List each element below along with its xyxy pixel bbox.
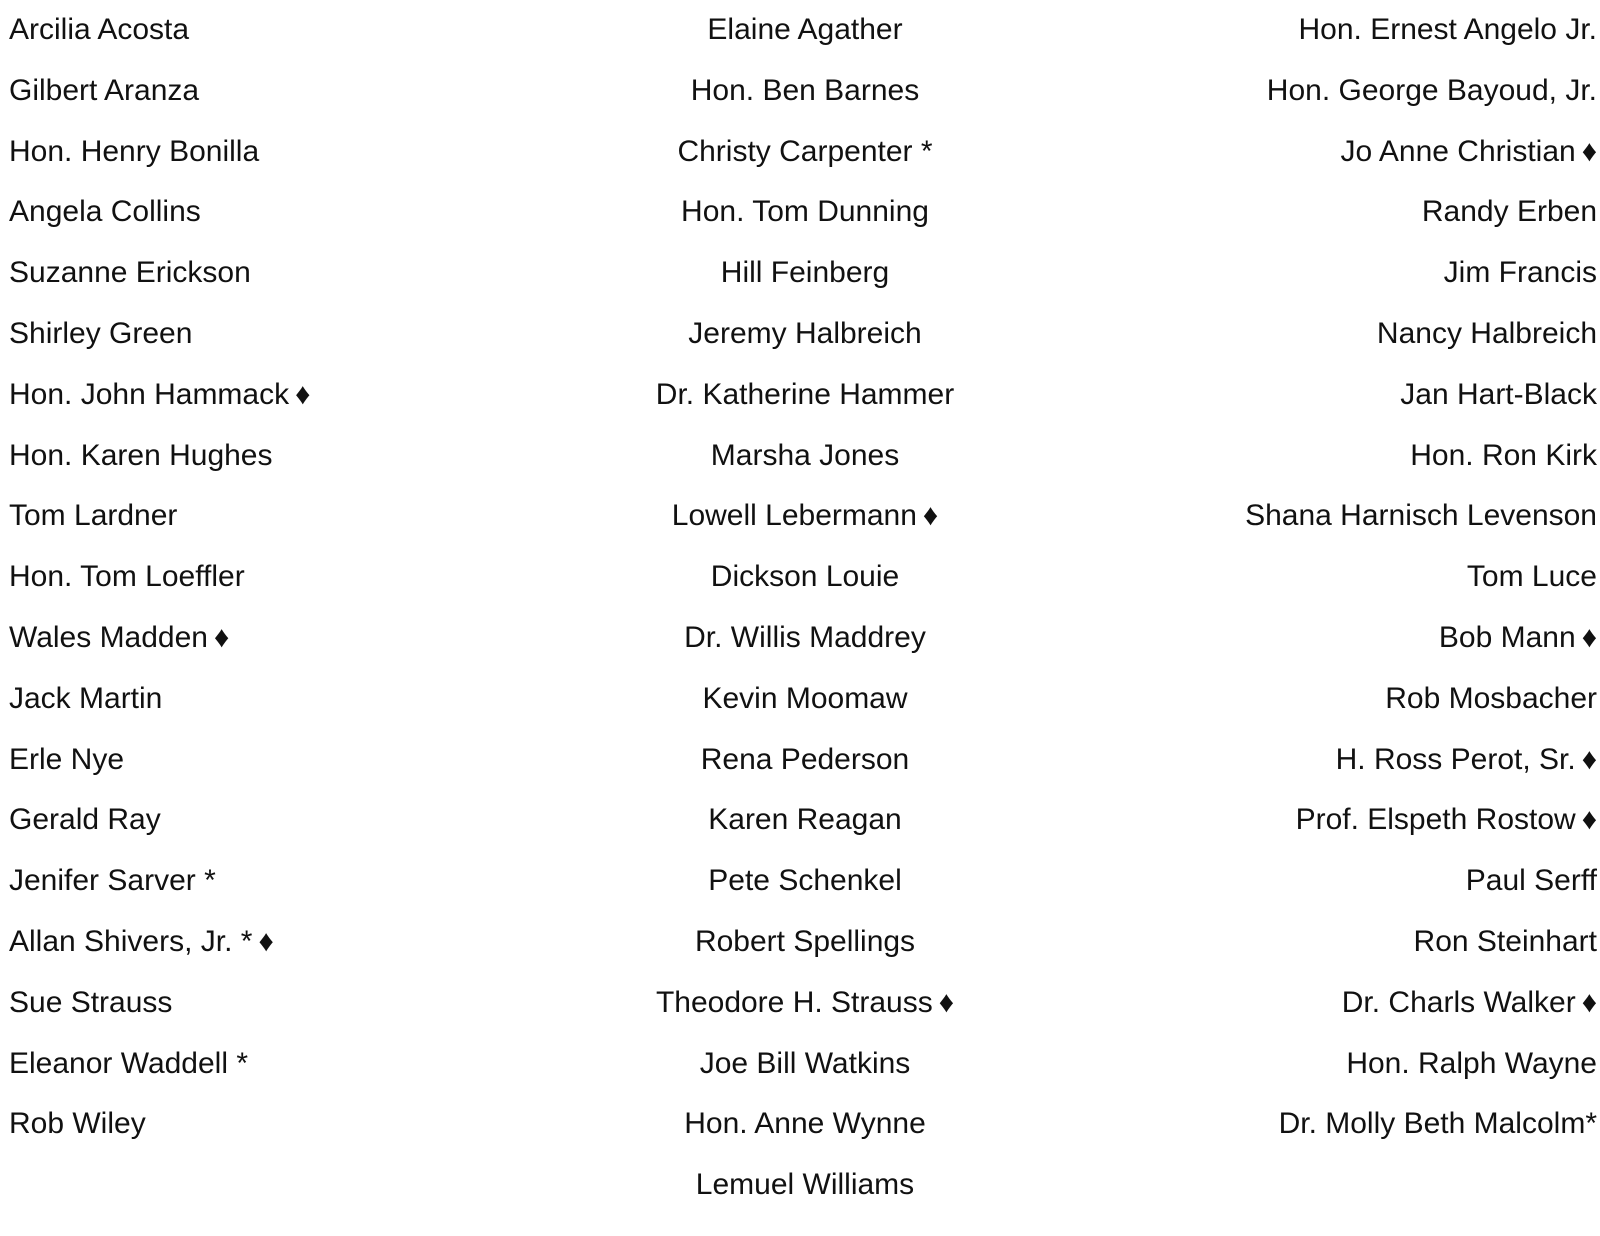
name-text: Hon. Ralph Wayne	[1346, 1046, 1597, 1080]
name-text: Hon. Karen Hughes	[9, 438, 273, 472]
name-entry	[9, 436, 529, 476]
name-entry	[530, 132, 1080, 172]
name-text: Christy Carpenter *	[677, 134, 933, 168]
name-text: Jeremy Halbreich	[688, 317, 922, 350]
name-entry	[9, 861, 529, 901]
name-entry	[530, 983, 1080, 1023]
name-text: Erle Nye	[9, 742, 125, 776]
diamond-icon: ♦	[1581, 621, 1597, 654]
column-right	[1077, 0, 1597, 1236]
name-text: Marsha Jones	[710, 438, 900, 472]
name-entry	[1077, 679, 1597, 719]
name-entry	[1077, 314, 1597, 354]
name-entry	[1077, 10, 1597, 50]
name-entry	[9, 10, 529, 50]
name-entry	[530, 1104, 1080, 1144]
name-entry	[9, 132, 529, 172]
name-text: Robert Spellings	[694, 925, 916, 958]
column-center	[530, 0, 1080, 1236]
name-entry	[9, 375, 529, 415]
name-entry	[1077, 1104, 1597, 1144]
name-text: Theodore H. Strauss	[655, 985, 933, 1019]
name-entry	[1077, 253, 1597, 293]
name-text: Jack Martin	[9, 681, 163, 715]
name-text: Dr. Molly Beth Malcolm*	[1278, 1107, 1597, 1141]
diamond-icon: ♦	[1581, 985, 1597, 1019]
name-entry	[1077, 436, 1597, 476]
name-entry	[530, 71, 1080, 111]
name-text: Bob Mann	[1438, 621, 1576, 654]
name-text: Joe Bill Watkins	[699, 1046, 911, 1080]
name-text: Hon. Tom Dunning	[681, 195, 929, 229]
name-entry	[1077, 618, 1597, 658]
name-text: Dr. Katherine Hammer	[655, 377, 955, 411]
name-entry	[1077, 983, 1597, 1023]
name-entry	[9, 557, 529, 597]
diamond-icon: ♦	[213, 621, 230, 654]
name-entry	[530, 375, 1080, 415]
name-entry	[530, 314, 1080, 354]
name-text: Rob Wiley	[9, 1107, 146, 1141]
name-text: Nancy Halbreich	[1376, 317, 1597, 350]
name-text: Jan Hart-Black	[1400, 377, 1597, 411]
name-entry	[530, 618, 1080, 658]
name-entry	[1077, 740, 1597, 780]
name-text: Allan Shivers, Jr. *	[9, 925, 253, 958]
name-text: Lemuel Williams	[695, 1168, 915, 1202]
diamond-icon: ♦	[258, 925, 274, 958]
name-text: Hon. George Bayoud, Jr.	[1266, 73, 1597, 107]
name-text: Dickson Louie	[710, 560, 900, 594]
name-text: Hon. Henry Bonilla	[9, 134, 260, 168]
name-text: Prof. Elspeth Rostow	[1295, 803, 1576, 837]
name-entry	[1077, 375, 1597, 415]
name-text: Jo Anne Christian	[1340, 134, 1576, 168]
name-entry	[9, 1104, 529, 1144]
name-text: Hon. Ben Barnes	[690, 73, 920, 107]
name-text: Rena Pederson	[700, 742, 910, 776]
name-entry	[530, 436, 1080, 476]
name-text: Hill Feinberg	[720, 256, 890, 290]
name-text: Lowell Lebermann	[671, 499, 917, 533]
name-entry	[1077, 557, 1597, 597]
name-entry	[1077, 861, 1597, 901]
name-entry	[1077, 71, 1597, 111]
name-text: Pete Schenkel	[708, 864, 902, 898]
name-text: Dr. Willis Maddrey	[684, 621, 926, 654]
name-text: Elaine Agather	[707, 13, 903, 46]
name-entry	[530, 192, 1080, 232]
name-text: Shirley Green	[9, 317, 193, 350]
name-text: Paul Serff	[1465, 864, 1597, 898]
name-entry	[530, 800, 1080, 840]
name-entry	[9, 740, 529, 780]
name-text: Randy Erben	[1421, 195, 1597, 229]
diamond-icon: ♦	[1581, 134, 1597, 168]
name-text: Jenifer Sarver *	[9, 864, 216, 898]
name-entry	[9, 1044, 529, 1084]
name-text: Hon. John Hammack	[9, 377, 290, 411]
name-text: Hon. Ron Kirk	[1410, 438, 1597, 472]
name-entry	[530, 740, 1080, 780]
name-text: Gerald Ray	[9, 803, 161, 837]
name-text: Tom Luce	[1466, 560, 1597, 594]
name-entry	[1077, 800, 1597, 840]
name-entry	[530, 496, 1080, 536]
name-text: Kevin Moomaw	[702, 681, 908, 715]
column-left	[9, 0, 529, 1236]
name-entry	[530, 1165, 1080, 1205]
name-entry	[9, 71, 529, 111]
name-entry	[9, 983, 529, 1023]
name-text: Ron Steinhart	[1413, 925, 1597, 958]
name-text: Rob Mosbacher	[1385, 681, 1597, 715]
name-entry	[530, 861, 1080, 901]
name-text: Dr. Charls Walker	[1341, 985, 1576, 1019]
name-entry	[530, 10, 1080, 50]
name-entry	[9, 253, 529, 293]
diamond-icon: ♦	[1581, 742, 1597, 776]
name-entry	[9, 679, 529, 719]
name-text: Sue Strauss	[9, 985, 173, 1019]
name-text: Jim Francis	[1443, 256, 1597, 290]
name-entry	[9, 314, 529, 354]
diamond-icon: ♦	[1581, 803, 1597, 837]
name-entry	[9, 800, 529, 840]
name-entry	[9, 922, 529, 962]
name-entry	[1077, 192, 1597, 232]
name-text: Shana Harnisch Levenson	[1245, 499, 1597, 533]
name-entry	[530, 253, 1080, 293]
name-entry	[1077, 922, 1597, 962]
name-entry	[530, 679, 1080, 719]
name-text: Hon. Ernest Angelo Jr.	[1298, 13, 1597, 46]
name-text: Arcilia Acosta	[9, 13, 190, 46]
diamond-icon: ♦	[922, 499, 939, 533]
name-entry	[9, 192, 529, 232]
diamond-icon: ♦	[295, 377, 311, 411]
name-entry	[9, 618, 529, 658]
name-text: Wales Madden	[9, 621, 208, 654]
name-entry	[1077, 496, 1597, 536]
name-entry	[530, 557, 1080, 597]
name-text: Hon. Tom Loeffler	[9, 560, 245, 594]
name-text: Angela Collins	[9, 195, 201, 229]
name-entry	[530, 1044, 1080, 1084]
name-text: Tom Lardner	[9, 499, 178, 533]
name-text: Suzanne Erickson	[9, 256, 251, 290]
name-entry	[530, 922, 1080, 962]
name-entry	[1077, 1044, 1597, 1084]
name-entry	[1077, 132, 1597, 172]
name-text: Hon. Anne Wynne	[684, 1107, 926, 1141]
name-text: Gilbert Aranza	[9, 73, 200, 107]
name-text: Eleanor Waddell *	[9, 1046, 249, 1080]
name-text: H. Ross Perot, Sr.	[1335, 742, 1576, 776]
diamond-icon: ♦	[938, 985, 955, 1019]
name-entry	[9, 496, 529, 536]
name-text: Karen Reagan	[708, 803, 902, 837]
